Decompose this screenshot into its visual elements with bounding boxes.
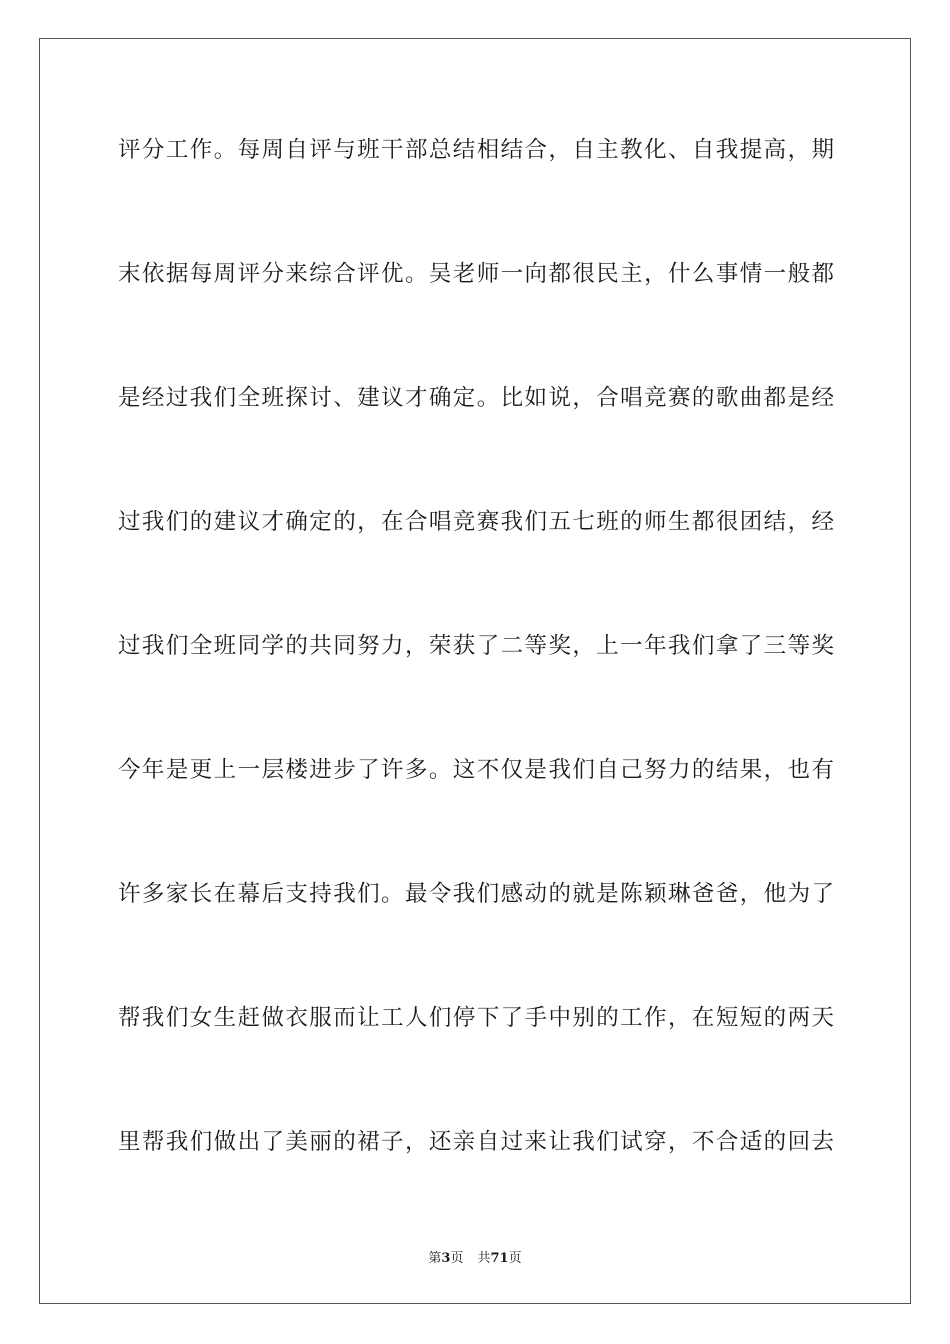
page-border <box>39 38 911 1304</box>
text-line: 过我们的建议才确定的，在合唱竞赛我们五七班的师生都很团结，经 <box>118 509 834 535</box>
text-line: 评分工作。每周自评与班干部总结相结合，自主教化、自我提高，期 <box>118 137 834 163</box>
total-suffix: 页 <box>508 1251 522 1266</box>
text-line: 里帮我们做出了美丽的裙子，还亲自过来让我们试穿，不合适的回去 <box>118 1129 834 1155</box>
total-prefix: 共 <box>477 1251 491 1266</box>
text-line: 是经过我们全班探讨、建议才确定。比如说，合唱竞赛的歌曲都是经 <box>118 385 834 411</box>
page-prefix: 第 <box>428 1251 442 1266</box>
text-line: 许多家长在幕后支持我们。最令我们感动的就是陈颖琳爸爸，他为了 <box>118 881 834 907</box>
text-line: 末依据每周评分来综合评优。吴老师一向都很民主，什么事情一般都 <box>118 261 834 287</box>
page-current: 3 <box>441 1251 451 1266</box>
text-line: 过我们全班同学的共同努力，荣获了二等奖，上一年我们拿了三等奖 <box>118 633 834 659</box>
page-total: 71 <box>490 1251 509 1266</box>
text-line: 今年是更上一层楼进步了许多。这不仅是我们自己努力的结果，也有 <box>118 757 834 783</box>
page-suffix: 页 <box>450 1251 464 1266</box>
text-line: 帮我们女生赶做衣服而让工人们停下了手中别的工作，在短短的两天 <box>118 1005 834 1031</box>
page-footer <box>0 1247 950 1266</box>
